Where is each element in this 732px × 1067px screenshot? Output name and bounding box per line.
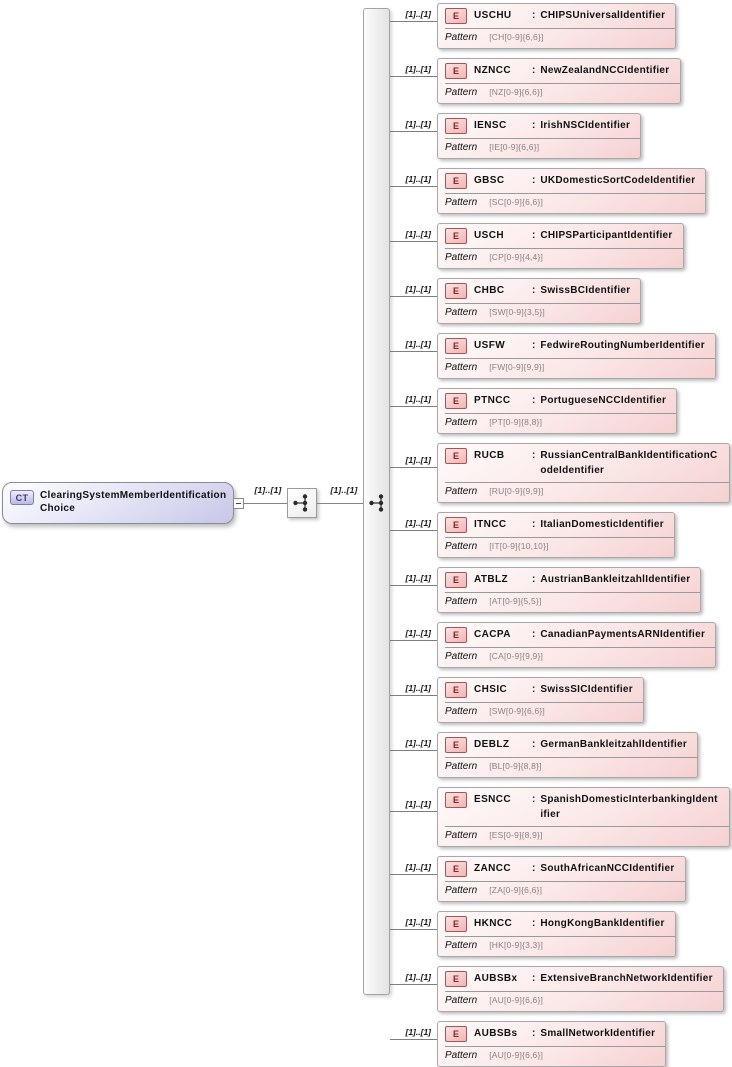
complextype-name: ClearingSystemMemberIdentificationChoice bbox=[40, 490, 227, 514]
element-header bbox=[438, 4, 675, 26]
pattern-value: [CA[0-9]{9,9}] bbox=[489, 651, 544, 661]
occurrence-label: [1]..[1] bbox=[405, 284, 431, 294]
element-name: HKNCC bbox=[474, 918, 513, 929]
element-badge: E bbox=[445, 792, 467, 808]
pattern-value: [CP[0-9]{4,4}] bbox=[489, 252, 544, 262]
connector-line bbox=[390, 21, 437, 22]
type-separator: : bbox=[532, 629, 536, 640]
element-type: ItalianDomesticIdentifier bbox=[540, 519, 664, 530]
pattern-label: Pattern bbox=[445, 706, 478, 717]
element-node[interactable] bbox=[437, 113, 641, 159]
occurrence-label: [1]..[1] bbox=[405, 862, 431, 872]
element-row bbox=[405, 966, 724, 1012]
pattern-facet-row bbox=[438, 304, 640, 323]
pattern-facet-row bbox=[438, 882, 685, 901]
pattern-value: [AU[0-9]{6,6}] bbox=[489, 995, 544, 1005]
element-row bbox=[405, 443, 730, 503]
element-name: AUBSBs bbox=[474, 1028, 518, 1039]
element-node[interactable] bbox=[437, 223, 684, 269]
pattern-value: [IT[0-9]{10,10}] bbox=[489, 541, 549, 551]
pattern-value: [HK[0-9]{3,3}] bbox=[489, 940, 544, 950]
pattern-facet-row bbox=[438, 703, 643, 722]
type-separator: : bbox=[532, 450, 536, 461]
element-row bbox=[405, 787, 730, 847]
element-name: USCHU bbox=[474, 10, 512, 21]
complextype-badge: CT bbox=[10, 490, 34, 505]
connector-line bbox=[390, 695, 437, 696]
element-type: SouthAfricanNCCIdentifier bbox=[540, 863, 675, 874]
occurrence-label: [1]..[1] bbox=[405, 628, 431, 638]
type-separator: : bbox=[532, 684, 536, 695]
occurrence-label: [1]..[1] bbox=[405, 573, 431, 583]
element-header bbox=[438, 59, 680, 81]
connector-line bbox=[390, 296, 437, 297]
occurrence-label: [1]..[1] bbox=[405, 455, 431, 465]
type-separator: : bbox=[532, 175, 536, 186]
element-node[interactable] bbox=[437, 168, 706, 214]
element-name: ZANCC bbox=[474, 863, 511, 874]
element-header bbox=[438, 224, 683, 246]
choice-compositor-icon[interactable] bbox=[367, 492, 389, 519]
element-header bbox=[438, 169, 705, 191]
element-badge: E bbox=[445, 63, 467, 79]
element-list bbox=[405, 3, 730, 1067]
pattern-facet-row bbox=[438, 84, 680, 103]
element-badge: E bbox=[445, 971, 467, 987]
connector-line bbox=[390, 750, 437, 751]
element-name: USFW bbox=[474, 340, 506, 351]
element-node[interactable] bbox=[437, 1021, 666, 1067]
element-badge: E bbox=[445, 861, 467, 877]
occurrence-label: [1]..[1] bbox=[405, 972, 431, 982]
pattern-value: [BL[0-9]{8,8}] bbox=[489, 761, 542, 771]
element-row bbox=[405, 512, 675, 558]
element-badge: E bbox=[445, 283, 467, 299]
element-name: NZNCC bbox=[474, 65, 511, 76]
element-row bbox=[405, 278, 641, 324]
pattern-facet-row bbox=[438, 937, 675, 956]
connector-line bbox=[390, 76, 437, 77]
element-row bbox=[405, 113, 641, 159]
element-type: CHIPSUniversalIdentifier bbox=[540, 10, 666, 21]
connector-line bbox=[390, 351, 437, 352]
collapse-handle[interactable] bbox=[233, 498, 244, 509]
pattern-label: Pattern bbox=[445, 830, 478, 841]
element-type: ExtensiveBranchNetworkIdentifier bbox=[540, 973, 713, 984]
pattern-facet-row bbox=[438, 593, 700, 612]
pattern-facet-row bbox=[438, 483, 729, 502]
element-header bbox=[438, 334, 715, 356]
type-separator: : bbox=[532, 395, 536, 406]
element-header bbox=[438, 912, 675, 934]
type-separator: : bbox=[532, 65, 536, 76]
element-node[interactable] bbox=[437, 3, 676, 49]
occurrence-label: [1]..[1] bbox=[405, 683, 431, 693]
occurrence-label: [1]..[1] bbox=[405, 799, 431, 809]
element-type: AustrianBankleitzahlIdentifier bbox=[540, 574, 691, 585]
pattern-label: Pattern bbox=[445, 541, 478, 552]
type-separator: : bbox=[532, 973, 536, 984]
element-badge: E bbox=[445, 572, 467, 588]
element-type: FedwireRoutingNumberIdentifier bbox=[540, 340, 705, 351]
connector-line bbox=[390, 131, 437, 132]
element-node[interactable] bbox=[437, 278, 641, 324]
element-badge: E bbox=[445, 118, 467, 134]
element-badge: E bbox=[445, 627, 467, 643]
element-row bbox=[405, 223, 684, 269]
connector-line bbox=[390, 467, 437, 468]
element-header bbox=[438, 623, 715, 645]
connector-line bbox=[390, 811, 437, 812]
pattern-facet-row bbox=[438, 648, 715, 667]
occurrence-label: [1]..[1] bbox=[405, 174, 431, 184]
element-row bbox=[405, 333, 716, 379]
element-type: SpanishDomesticInterbankingIdentifier bbox=[540, 794, 718, 820]
element-row bbox=[405, 856, 686, 902]
element-name: GBSC bbox=[474, 175, 505, 186]
element-type: UKDomesticSortCodeIdentifier bbox=[540, 175, 696, 186]
connector-line bbox=[390, 241, 437, 242]
pattern-label: Pattern bbox=[445, 885, 478, 896]
pattern-facet-row bbox=[438, 359, 715, 378]
element-name: CACPA bbox=[474, 629, 511, 640]
element-type: CHIPSParticipantIdentifier bbox=[540, 230, 673, 241]
pattern-label: Pattern bbox=[445, 761, 478, 772]
connector-line bbox=[390, 530, 437, 531]
element-node[interactable] bbox=[437, 787, 730, 847]
connector-line bbox=[390, 984, 437, 985]
element-row bbox=[405, 58, 681, 104]
element-row bbox=[405, 677, 644, 723]
element-header bbox=[438, 967, 723, 989]
pattern-label: Pattern bbox=[445, 417, 478, 428]
pattern-value: [AU[0-9]{6,6}] bbox=[489, 1050, 544, 1060]
element-type: IrishNSCIdentifier bbox=[540, 120, 631, 131]
type-separator: : bbox=[532, 574, 536, 585]
pattern-facet-row bbox=[438, 414, 676, 433]
pattern-value: [ES[0-9]{8,9}] bbox=[489, 830, 543, 840]
pattern-value: [SW[0-9]{3,5}] bbox=[489, 307, 545, 317]
pattern-value: [AT[0-9]{5,5}] bbox=[489, 596, 542, 606]
element-type: SwissBCIdentifier bbox=[540, 285, 631, 296]
pattern-value: [CH[0-9]{6,6}] bbox=[489, 32, 544, 42]
element-badge: E bbox=[445, 737, 467, 753]
pattern-label: Pattern bbox=[445, 1050, 478, 1061]
element-name: RUCB bbox=[474, 450, 505, 461]
minus-icon bbox=[236, 503, 241, 504]
type-separator: : bbox=[532, 340, 536, 351]
occurrence-label: [1]..[1] bbox=[405, 394, 431, 404]
element-name: ESNCC bbox=[474, 794, 512, 805]
element-row bbox=[405, 388, 677, 434]
occurrence-label: [1]..[1] bbox=[254, 485, 282, 495]
type-separator: : bbox=[532, 739, 536, 750]
element-row bbox=[405, 168, 706, 214]
element-type: SwissSICIdentifier bbox=[540, 684, 633, 695]
complextype-node[interactable] bbox=[2, 482, 234, 524]
element-header bbox=[438, 678, 643, 700]
element-type: NewZealandNCCIdentifier bbox=[540, 65, 670, 76]
element-header bbox=[438, 1022, 665, 1044]
pattern-facet-row bbox=[438, 538, 674, 557]
element-row bbox=[405, 567, 701, 613]
pattern-value: [IE[0-9]{6,6}] bbox=[489, 142, 540, 152]
type-separator: : bbox=[532, 10, 536, 21]
element-type: GermanBankleitzahlIdentifier bbox=[540, 739, 688, 750]
compositor-glyph bbox=[291, 492, 313, 514]
type-separator: : bbox=[532, 918, 536, 929]
element-node[interactable] bbox=[437, 732, 698, 778]
pattern-label: Pattern bbox=[445, 32, 478, 43]
pattern-facet-row bbox=[438, 29, 675, 48]
element-row bbox=[405, 911, 676, 957]
pattern-facet-row bbox=[438, 758, 697, 777]
element-node[interactable] bbox=[437, 911, 676, 957]
element-badge: E bbox=[445, 517, 467, 533]
element-name: PTNCC bbox=[474, 395, 511, 406]
type-separator: : bbox=[532, 1028, 536, 1039]
element-name: ATBLZ bbox=[474, 574, 509, 585]
element-node[interactable] bbox=[437, 567, 701, 613]
compositor-glyph bbox=[367, 492, 389, 514]
pattern-label: Pattern bbox=[445, 651, 478, 662]
occurrence-label: [1]..[1] bbox=[405, 1027, 431, 1037]
pattern-label: Pattern bbox=[445, 252, 478, 263]
pattern-label: Pattern bbox=[445, 87, 478, 98]
element-node[interactable] bbox=[437, 966, 724, 1012]
element-badge: E bbox=[445, 393, 467, 409]
element-type: RussianCentralBankIdentificationCodeIdentifier bbox=[540, 450, 718, 476]
element-row bbox=[405, 732, 698, 778]
element-type: PortugueseNCCIdentifier bbox=[540, 395, 667, 406]
element-name: ITNCC bbox=[474, 519, 507, 530]
element-header bbox=[438, 389, 676, 411]
element-badge: E bbox=[445, 338, 467, 354]
element-header bbox=[438, 279, 640, 301]
pattern-label: Pattern bbox=[445, 142, 478, 153]
pattern-label: Pattern bbox=[445, 197, 478, 208]
connector-line bbox=[390, 585, 437, 586]
element-node[interactable] bbox=[437, 443, 730, 503]
element-row bbox=[405, 3, 676, 49]
occurrence-label: [1]..[1] bbox=[405, 119, 431, 129]
pattern-facet-row bbox=[438, 139, 640, 158]
connector-line bbox=[390, 874, 437, 875]
type-separator: : bbox=[532, 863, 536, 874]
element-node[interactable] bbox=[437, 856, 686, 902]
element-badge: E bbox=[445, 448, 467, 464]
element-node[interactable] bbox=[437, 512, 675, 558]
pattern-label: Pattern bbox=[445, 307, 478, 318]
connector-line bbox=[390, 186, 437, 187]
element-row bbox=[405, 1021, 666, 1067]
pattern-facet-row bbox=[438, 1047, 665, 1066]
type-separator: : bbox=[532, 120, 536, 131]
element-badge: E bbox=[445, 8, 467, 24]
element-name: CHSIC bbox=[474, 684, 508, 695]
pattern-value: [RU[0-9]{9,9}] bbox=[489, 486, 544, 496]
type-separator: : bbox=[532, 794, 536, 805]
pattern-label: Pattern bbox=[445, 995, 478, 1006]
pattern-value: [ZA[0-9]{6,6}] bbox=[489, 885, 543, 895]
element-type: SmallNetworkIdentifier bbox=[540, 1028, 656, 1039]
pattern-label: Pattern bbox=[445, 940, 478, 951]
pattern-value: [NZ[0-9]{6,6}] bbox=[489, 87, 543, 97]
pattern-label: Pattern bbox=[445, 596, 478, 607]
element-name: AUBSBx bbox=[474, 973, 518, 984]
sequence-compositor-icon[interactable] bbox=[287, 488, 317, 518]
occurrence-label: [1]..[1] bbox=[405, 518, 431, 528]
pattern-facet-row bbox=[438, 827, 729, 846]
pattern-label: Pattern bbox=[445, 362, 478, 373]
element-node[interactable] bbox=[437, 58, 681, 104]
type-separator: : bbox=[532, 285, 536, 296]
pattern-label: Pattern bbox=[445, 486, 478, 497]
pattern-value: [SW[0-9]{6,6}] bbox=[489, 706, 545, 716]
pattern-value: [FW[0-9]{9,9}] bbox=[489, 362, 545, 372]
element-header bbox=[438, 733, 697, 755]
element-type: HongKongBankIdentifier bbox=[540, 918, 665, 929]
pattern-value: [PT[0-9]{8,8}] bbox=[489, 417, 543, 427]
element-name: DEBLZ bbox=[474, 739, 510, 750]
connector-line bbox=[390, 640, 437, 641]
pattern-facet-row bbox=[438, 194, 705, 213]
element-header bbox=[438, 114, 640, 136]
element-name: IENSC bbox=[474, 120, 507, 131]
connector-line bbox=[317, 503, 363, 504]
occurrence-label: [1]..[1] bbox=[405, 229, 431, 239]
element-badge: E bbox=[445, 228, 467, 244]
element-header bbox=[438, 513, 674, 535]
element-node[interactable] bbox=[437, 333, 716, 379]
type-separator: : bbox=[532, 230, 536, 241]
element-badge: E bbox=[445, 173, 467, 189]
pattern-value: [SC[0-9]{6,6}] bbox=[489, 197, 544, 207]
element-header bbox=[438, 788, 729, 824]
occurrence-label: [1]..[1] bbox=[405, 9, 431, 19]
occurrence-label: [1]..[1] bbox=[405, 339, 431, 349]
occurrence-label: [1]..[1] bbox=[330, 485, 358, 495]
connector-line bbox=[390, 929, 437, 930]
occurrence-label: [1]..[1] bbox=[405, 738, 431, 748]
element-header bbox=[438, 444, 729, 480]
element-node[interactable] bbox=[437, 622, 716, 668]
connector-line bbox=[390, 1039, 437, 1040]
element-type: CanadianPaymentsARNIdentifier bbox=[540, 629, 706, 640]
element-name: USCH bbox=[474, 230, 504, 241]
pattern-facet-row bbox=[438, 992, 723, 1011]
occurrence-label: [1]..[1] bbox=[405, 64, 431, 74]
element-node[interactable] bbox=[437, 677, 644, 723]
element-name: CHBC bbox=[474, 285, 505, 296]
element-badge: E bbox=[445, 1026, 467, 1042]
element-row bbox=[405, 622, 716, 668]
type-separator: : bbox=[532, 519, 536, 530]
element-header bbox=[438, 857, 685, 879]
element-header bbox=[438, 568, 700, 590]
element-node[interactable] bbox=[437, 388, 677, 434]
occurrence-label: [1]..[1] bbox=[405, 917, 431, 927]
connector-line bbox=[390, 406, 437, 407]
element-badge: E bbox=[445, 682, 467, 698]
pattern-facet-row bbox=[438, 249, 683, 268]
element-badge: E bbox=[445, 916, 467, 932]
connector-line bbox=[244, 503, 287, 504]
